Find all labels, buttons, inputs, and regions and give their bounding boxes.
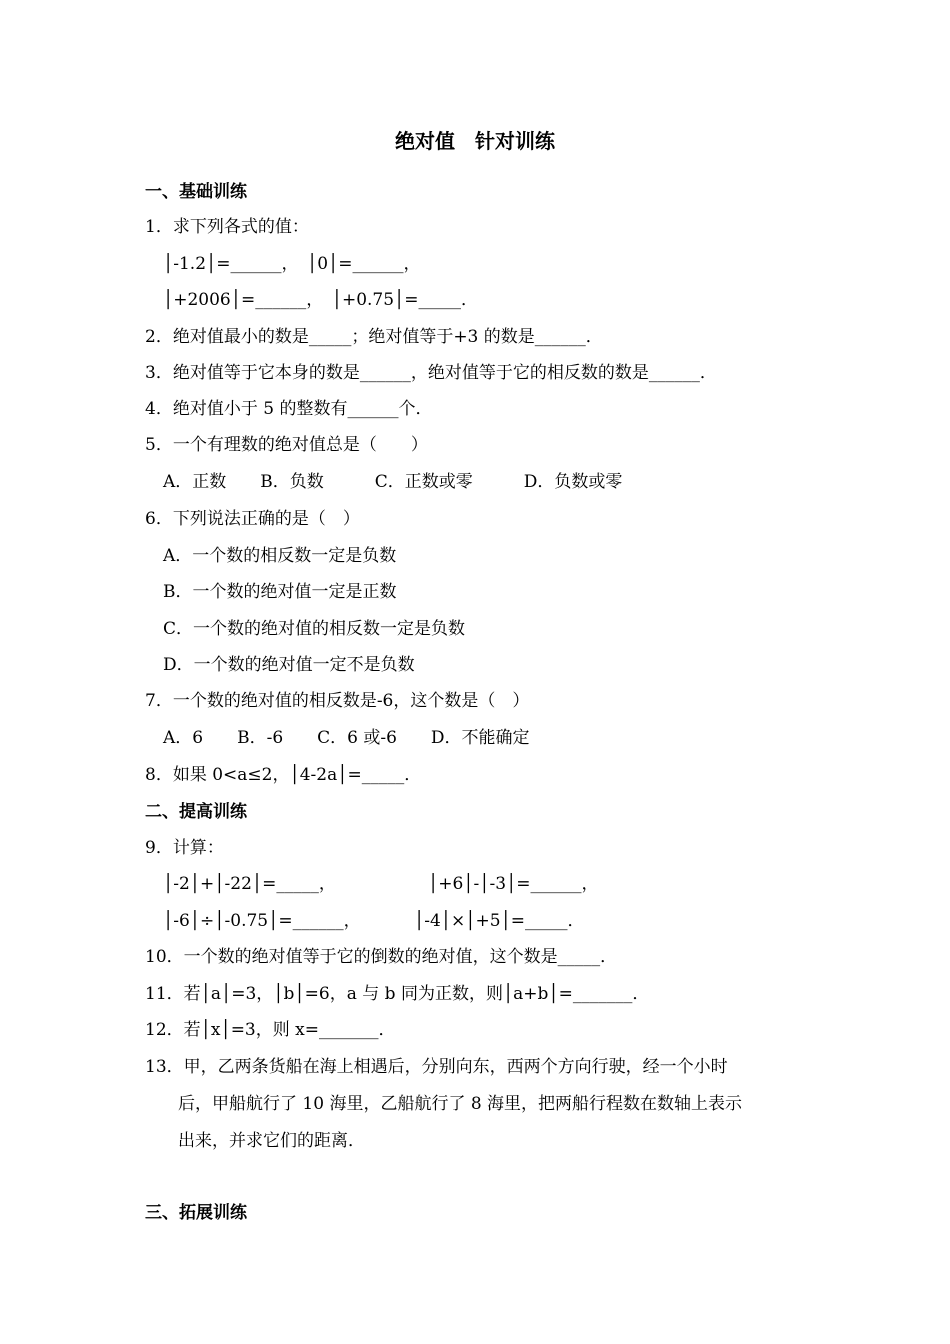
question-7-options: A．6 B．-6 C．6 或-6 D．不能确定: [163, 728, 530, 748]
question-10: 10．一个数的绝对值等于它的倒数的绝对值，这个数是_____．: [145, 947, 618, 967]
question-9-expr-3: │-6│÷│-0.75│=______，: [163, 911, 361, 931]
question-6-option-a: A．一个数的相反数一定是负数: [163, 546, 397, 566]
question-1-part-a: │-1.2│=______， │0│=______，: [163, 254, 421, 274]
question-9-expr-2: │+6│-│-3│=______，: [428, 874, 599, 894]
question-6-option-d: D．一个数的绝对值一定不是负数: [163, 655, 415, 675]
question-9-expr-4: │-4│×│+5│=_____．: [414, 911, 585, 931]
question-6-option-b: B．一个数的绝对值一定是正数: [163, 582, 397, 602]
question-7: 7．一个数的绝对值的相反数是-6，这个数是（ ）: [145, 691, 530, 711]
question-6-option-c: C．一个数的绝对值的相反数一定是负数: [163, 619, 466, 639]
section-heading-extend: 三、拓展训练: [145, 1203, 247, 1223]
question-5: 5．一个有理数的绝对值总是（ ）: [145, 435, 428, 455]
question-1: 1．求下列各式的值：: [145, 217, 309, 237]
question-8: 8．如果 0<a≤2，│4-2a│=_____．: [145, 765, 422, 785]
question-1-part-b: │+2006│=______， │+0.75│=_____．: [163, 290, 479, 310]
question-9: 9．计算：: [145, 838, 224, 858]
question-5-options: A．正数 B．负数 C．正数或零 D．负数或零: [163, 472, 623, 492]
question-13-line-1: 13．甲，乙两条货船在海上相遇后，分别向东，西两个方向行驶，经一个小时: [145, 1057, 728, 1077]
page-title: 绝对值 针对训练: [395, 129, 555, 153]
question-12: 12．若│x│=3，则 x=_______．: [145, 1020, 396, 1040]
question-6: 6．下列说法正确的是（ ）: [145, 509, 360, 529]
question-4: 4．绝对值小于 5 的整数有______个．: [145, 399, 433, 419]
section-heading-basic: 一、基础训练: [145, 182, 247, 202]
section-heading-improve: 二、提高训练: [145, 802, 247, 822]
question-13-line-3: 出来，并求它们的距离．: [178, 1131, 365, 1151]
question-2: 2．绝对值最小的数是_____；绝对值等于+3 的数是______．: [145, 327, 603, 347]
question-13-line-2: 后，甲船航行了 10 海里，乙船航行了 8 海里，把两船行程数在数轴上表示: [178, 1094, 743, 1114]
question-9-expr-1: │-2│+│-22│=_____，: [163, 874, 336, 894]
question-11: 11．若│a│=3，│b│=6，a 与 b 同为正数，则│a+b│=_______．: [145, 984, 650, 1004]
question-3: 3．绝对值等于它本身的数是______，绝对值等于它的相反数的数是______．: [145, 363, 717, 383]
